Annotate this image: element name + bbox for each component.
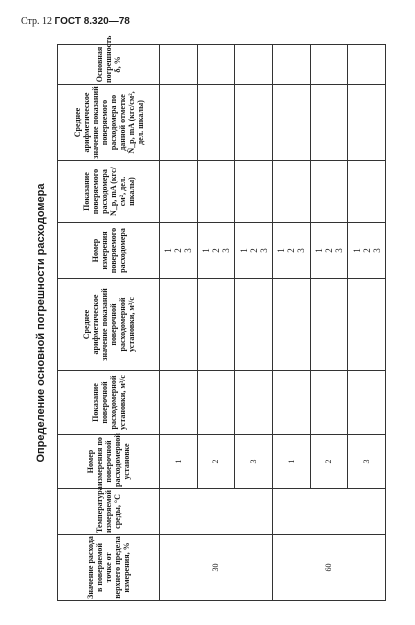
standard-code: ГОСТ 8.320—78 — [54, 16, 130, 27]
meter-mean-cell — [235, 85, 273, 161]
meter-reading-cell — [160, 161, 198, 223]
basic-error-cell — [310, 45, 348, 85]
flow-value-cell: 30 — [160, 535, 273, 601]
installation-mean-cell — [348, 279, 386, 371]
installation-reading-cell — [160, 371, 198, 435]
meter-measurement-numbers: 1 2 3 — [310, 223, 348, 279]
header-basic-error: Основная погрешность δ, % — [58, 45, 160, 85]
installation-reading-cell — [310, 371, 348, 435]
meter-measurement-numbers: 1 2 3 — [272, 223, 310, 279]
meter-measurement-numbers: 1 2 3 — [235, 223, 273, 279]
page-header — [21, 16, 130, 27]
meter-mean-cell — [272, 85, 310, 161]
header-installation-mean: Среднее арифметическое значение показаний поверочной расходомерной установки, м³/с — [58, 279, 160, 371]
installation-measurement-number: 1 — [160, 435, 198, 489]
header-meter-reading: Показание поверяемого расходомера N_p, mA (кгс/см², дел. шкалы) — [58, 161, 160, 223]
flow-value-cell: 60 — [272, 535, 385, 601]
meter-measurement-numbers: 1 2 3 — [160, 223, 198, 279]
installation-reading-cell — [197, 371, 235, 435]
header-meter-measurement-number: Номер измерения поверяемого расходомера — [58, 223, 160, 279]
meter-reading-cell — [310, 161, 348, 223]
installation-measurement-number: 2 — [310, 435, 348, 489]
meter-mean-cell — [197, 85, 235, 161]
installation-reading-cell — [272, 371, 310, 435]
header-temperature: Температура измеряемой среды, °C — [58, 489, 160, 535]
installation-measurement-number: 3 — [348, 435, 386, 489]
meter-reading-cell — [197, 161, 235, 223]
installation-mean-cell — [235, 279, 273, 371]
meter-reading-cell — [348, 161, 386, 223]
verification-table — [57, 35, 386, 601]
meter-measurement-numbers: 1 2 3 — [197, 223, 235, 279]
meter-reading-cell — [272, 161, 310, 223]
meter-mean-cell — [160, 85, 198, 161]
basic-error-cell — [197, 45, 235, 85]
meter-reading-cell — [235, 161, 273, 223]
basic-error-cell — [160, 45, 198, 85]
installation-measurement-number: 3 — [235, 435, 273, 489]
basic-error-cell — [348, 45, 386, 85]
header-installation-reading: Показание поверочной расходомерной установки, м³/с — [58, 371, 160, 435]
installation-reading-cell — [235, 371, 273, 435]
installation-measurement-number: 2 — [197, 435, 235, 489]
header-flow-value: Значение расхода в поверяемой точке от верхнего предела измерения, % — [58, 535, 160, 601]
temperature-cell — [272, 489, 385, 535]
installation-mean-cell — [197, 279, 235, 371]
meter-mean-cell — [348, 85, 386, 161]
installation-mean-cell — [272, 279, 310, 371]
installation-mean-cell — [310, 279, 348, 371]
header-meter-mean: Среднее арифметическое значение показаний поверяемого расходомера по данной отметке N̄_p, mA (кгс/см², дел. шкалы) — [58, 85, 160, 161]
table-row — [272, 45, 310, 601]
meter-mean-cell — [310, 85, 348, 161]
temperature-cell — [160, 489, 273, 535]
rotated-table-block — [30, 35, 386, 601]
table-title: Определение основной погрешности расходомера — [35, 183, 47, 463]
page-number: Стр. 12 — [21, 16, 53, 27]
basic-error-cell — [272, 45, 310, 85]
installation-reading-cell — [348, 371, 386, 435]
installation-mean-cell — [160, 279, 198, 371]
meter-measurement-numbers: 1 2 3 — [348, 223, 386, 279]
installation-measurement-number: 1 — [272, 435, 310, 489]
basic-error-cell — [235, 45, 273, 85]
header-installation-measurement-number: Номер измерения по поверочной расходомерной установке — [58, 435, 160, 489]
table-row — [160, 45, 198, 601]
